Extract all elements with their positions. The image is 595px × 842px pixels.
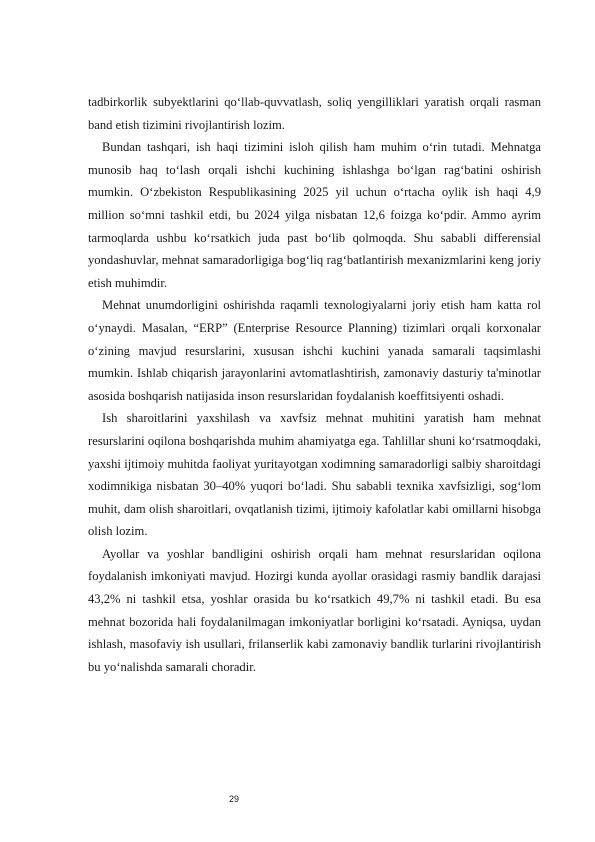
page-number: 29 xyxy=(229,794,240,804)
document-body xyxy=(88,91,541,678)
paragraph-women-youth-employment: Ayollar va yoshlar bandligini oshirish orqali ham mehnat resurslaridan oqilona foydalanish imkoniyati mavjud. Hozirgi kunda ayollar orasidagi rasmiy bandlik darajasi 43,2% ni tashkil etsa, yoshlar orasida bu ko‘rsatkich 49,7% ni tashkil etadi. Bu esa mehnat bozorida hali foydalanilmagan imkoniyatlar borligini ko‘rsatadi. Ayniqsa, uydan ishlash, masofaviy ish usullari, frilanserlik kabi zamonaviy bandlik turlarini rivojlantirish bu yo‘nalishda samarali choradir. xyxy=(88,546,541,674)
paragraph-wage-reform: Bundan tashqari, ish haqi tizimini isloh qilish ham muhim o‘rin tutadi. Mehnatga munosib haq to‘lash orqali ishchi kuchining ishlashga bo‘lgan rag‘batini oshirish mumkin. O‘zbekiston Respublikasining 2025 yil uchun o‘rtacha oylik ish haqi 4,9 million so‘mni tashkil etdi, bu 2024 yilga nisbatan 12,6 foizga ko‘pdir. Ammo ayrim tarmoqlarda ushbu ko‘rsatkich juda past bo‘lib qolmoqda. Shu sababli differensial yondashuvlar, mehnat samaradorligiga bog‘liq rag‘batlantirish mexanizmlarini keng joriy etish muhimdir. xyxy=(88,140,541,290)
paragraph-working-conditions: Ish sharoitlarini yaxshilash va xavfsiz mehnat muhitini yaratish ham mehnat resurslarini oqilona boshqarishda muhim ahamiyatga ega. Tahlillar shuni ko‘rsatmoqdaki, yaxshi ijtimoiy muhitda faoliyat yuritayotgan xodimning samaradorligi salbiy sharoitdagi xodimnikiga nisbatan 30–40% yuqori bo‘ladi. Shu sababli texnika xavfsizligi, sog‘lom muhit, dam olish sharoitlari, ovqatlanish tizimi, ijtimoiy kafolatlar kabi omillarni hisobga olish lozim. xyxy=(88,411,541,539)
paragraph-digital-technologies: Mehnat unumdorligini oshirishda raqamli texnologiyalarni joriy etish ham katta rol o‘ynaydi. Masalan, “ERP” (Enterprise Resource Planning) tizimlari orqali korxonalar o‘zining mavjud resurslarini, xususan ishchi kuchini yanada samarali taqsimlashi mumkin. Ishlab chiqarish jarayonlarini avtomatlashtirish, zamonaviy dasturiy ta'minotlar asosida boshqarish natijasida inson resurslaridan foydalanish koeffitsiyenti oshadi. xyxy=(88,298,541,403)
paragraph-continuation: tadbirkorlik subyektlarini qo‘llab-quvvatlash, soliq yengilliklari yaratish orqali rasman band etish tizimini rivojlantirish lozim. xyxy=(88,95,541,132)
